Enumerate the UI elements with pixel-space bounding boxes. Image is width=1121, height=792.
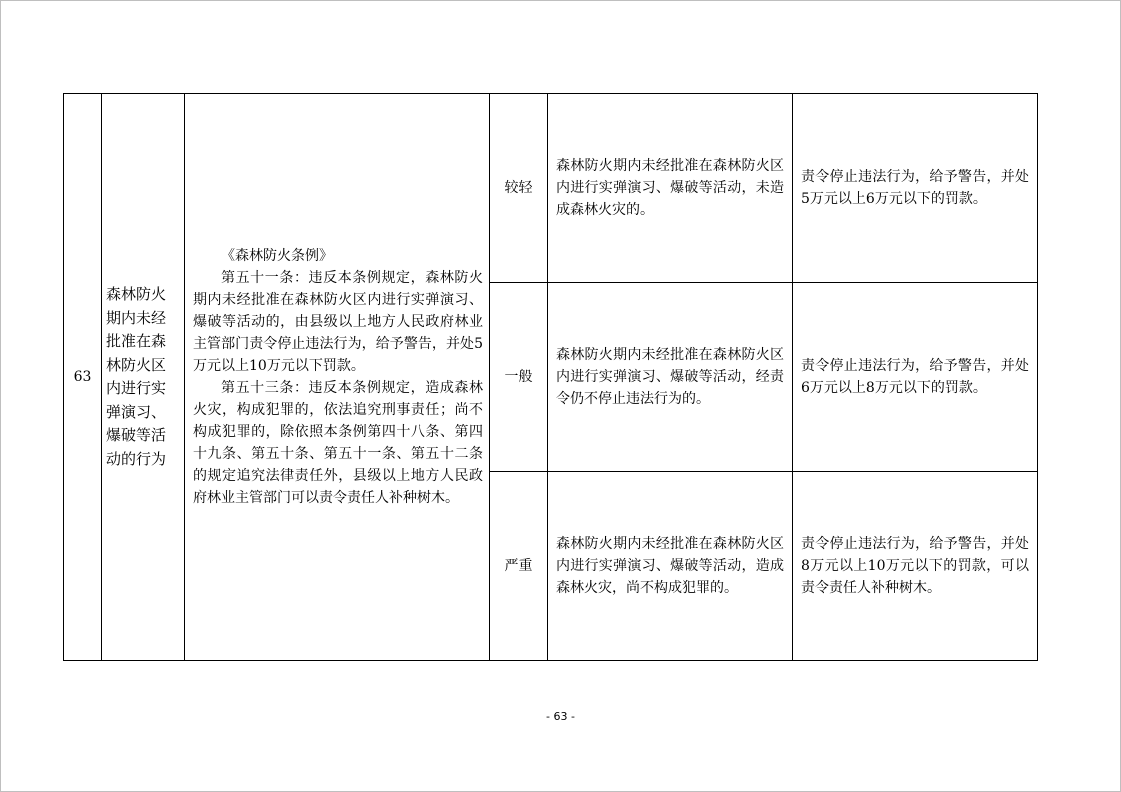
row-number: 63 xyxy=(64,94,102,661)
page-number: - 63 - xyxy=(546,710,575,723)
penalty-table xyxy=(63,93,1038,661)
level-general: 一般 xyxy=(490,283,548,472)
situation-general: 森林防火期内未经批准在森林防火区内进行实弹演习、爆破等活动，经责令仍不停止违法行为的。 xyxy=(548,283,793,472)
standard-general: 责令停止违法行为，给予警告，并处6万元以上8万元以下的罚款。 xyxy=(793,283,1038,472)
law-title: 《森林防火条例》 xyxy=(221,248,333,264)
table-row xyxy=(64,94,1038,283)
article-51: 第五十一条：违反本条例规定，森林防火期内未经批准在森林防火区内进行实弹演习、爆破等活动的，由县级以上地方人民政府林业主管部门责令停止违法行为，给予警告，并处5万元以上10万元以下罚款。 xyxy=(193,270,483,374)
legal-basis xyxy=(185,94,490,661)
level-light: 较轻 xyxy=(490,94,548,283)
article-53: 第五十三条：违反本条例规定，造成森林火灾，构成犯罪的，依法追究刑事责任；尚不构成犯罪的，除依照本条例第四十八条、第四十九条、第五十条、第五十一条、第五十二条的规定追究法律责任外，县级以上地方人民政府林业主管部门可以责令责任人补种树木。 xyxy=(193,380,483,506)
standard-light: 责令停止违法行为，给予警告，并处5万元以上6万元以下的罚款。 xyxy=(793,94,1038,283)
offense-item: 森林防火期内未经批准在森林防火区内进行实弹演习、爆破等活动的行为 xyxy=(102,94,185,661)
level-serious: 严重 xyxy=(490,472,548,661)
situation-light: 森林防火期内未经批准在森林防火区内进行实弹演习、爆破等活动，未造成森林火灾的。 xyxy=(548,94,793,283)
situation-serious: 森林防火期内未经批准在森林防火区内进行实弹演习、爆破等活动，造成森林火灾，尚不构成犯罪的。 xyxy=(548,472,793,661)
standard-serious: 责令停止违法行为，给予警告，并处8万元以上10万元以下的罚款，可以责令责任人补种树木。 xyxy=(793,472,1038,661)
